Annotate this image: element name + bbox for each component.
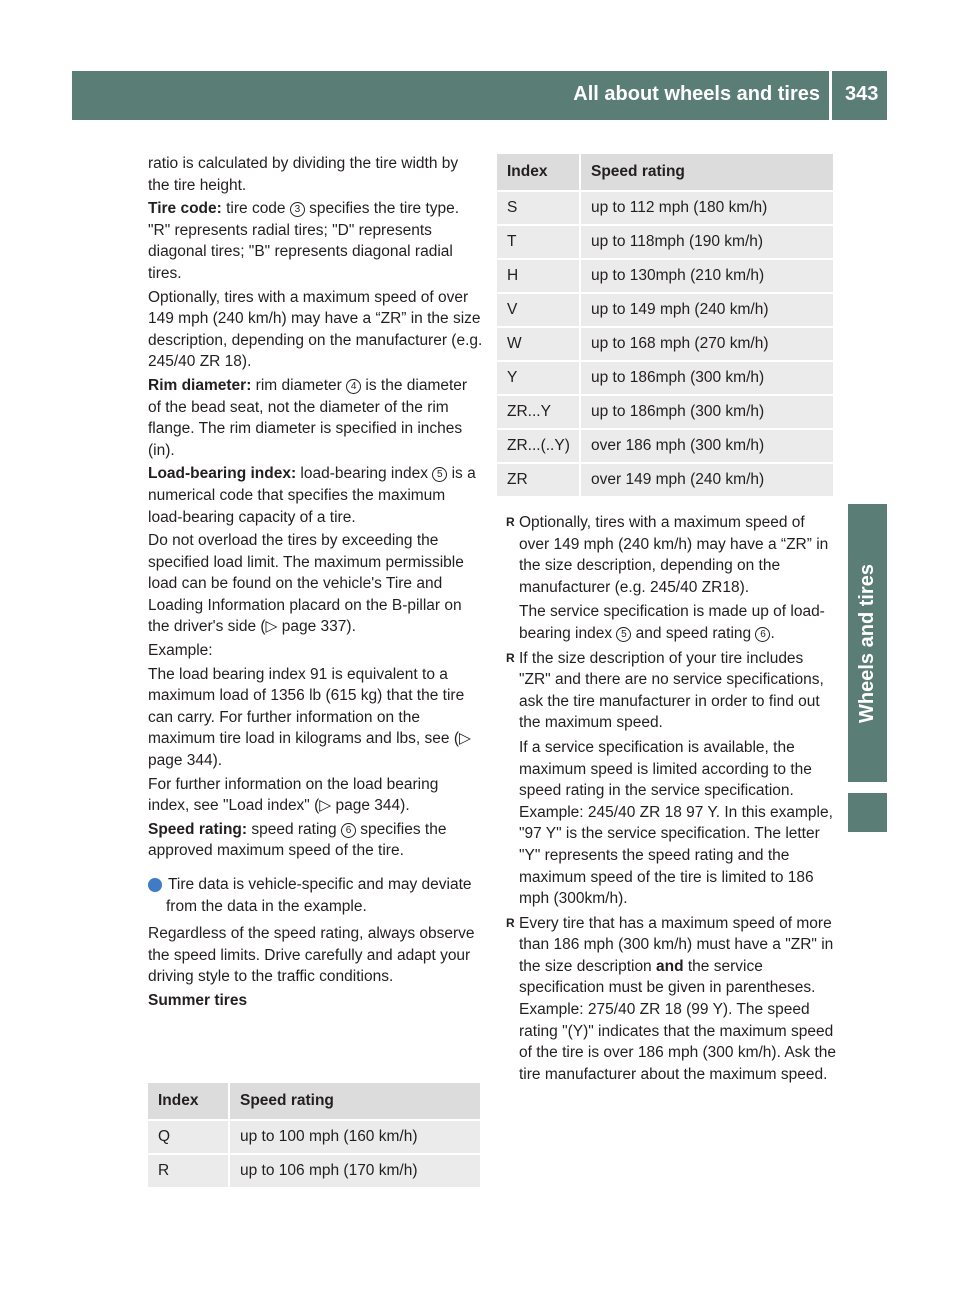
table-cell-index: V: [497, 294, 581, 328]
column-header-index: Index: [497, 154, 581, 192]
load-example-text: The load bearing index 91 is equivalent to a maximum load of 1356 lb (615 kg) that the tire can carry. For further information on the maximum tire load in kilograms and lbs, see: [148, 665, 465, 748]
table-cell-index: W: [497, 328, 581, 362]
table-cell-speed: up to 106 mph (170 km/h): [230, 1155, 480, 1189]
page-ref-344[interactable]: (▷ page 344).: [148, 730, 471, 770]
speed-rating-label: Speed rating:: [148, 820, 248, 838]
page-number: 343: [845, 83, 879, 105]
table-cell-index: T: [497, 226, 581, 260]
table-cell-index: ZR...(..Y): [497, 430, 581, 464]
page-ref-337[interactable]: (▷ page 337).: [260, 618, 356, 636]
callout-marker-4: 4: [346, 379, 361, 394]
side-tab-marker: [848, 793, 887, 832]
table-cell-speed: up to 130mph (210 km/h): [581, 260, 833, 294]
table-cell-speed: over 149 mph (240 km/h): [581, 464, 833, 498]
table-cell-speed: up to 186mph (300 km/h): [581, 362, 833, 396]
load-index-label: Load-bearing index:: [148, 465, 297, 483]
service-spec-text-a: The service specification is made up of load-bearing index: [519, 603, 825, 642]
table-cell-speed: up to 149 mph (240 km/h): [581, 294, 833, 328]
bullet-zr-service-spec: [497, 601, 837, 644]
load-text-a: load-bearing index: [296, 465, 433, 483]
info-text: Tire data is vehicle-specific and may deviate from the data in the example.: [166, 876, 472, 915]
tire-code-text-b: specifies the tire type. "R" represents radial tires; "D" represents diagonal tires; "B" represents diagonal radial tires.: [148, 200, 460, 282]
over-186-text-a: Every tire that has a maximum speed of more than 186 mph (300 km/h) must have a "ZR" in the size description: [519, 914, 834, 975]
paragraph-load-further: For further information on the load bearing index, see "Load index" (▷ page 344).: [148, 775, 439, 815]
tire-code-text-a: tire code: [221, 200, 290, 218]
table-row: [497, 328, 833, 362]
bullet-zr-no-spec: R If the size description of your tire includes "ZR" and there are no service specifications, ask the tire manufacturer in order to find out the maximum speed.: [497, 648, 837, 734]
rim-text-a: rim diameter: [251, 376, 347, 394]
right-column: [497, 512, 837, 1088]
table-row: [148, 1121, 480, 1155]
info-note: [144, 874, 483, 917]
column-header-index: Index: [148, 1083, 230, 1121]
table-row: [497, 430, 833, 464]
callout-marker-5: 5: [432, 467, 447, 482]
bullet-zr-optional: R Optionally, tires with a maximum speed of over 149 mph (240 km/h) may have a “ZR” in the size description, depending on the manufacturer (e.g. 245/40 ZR18).: [497, 512, 837, 598]
table-header-row: [497, 154, 833, 192]
side-tab-text: Wheels and tires: [856, 563, 878, 723]
bullet-over-186: [497, 913, 837, 1086]
rim-diameter-label: Rim diameter:: [148, 376, 252, 394]
paragraph-example-label: Example:: [148, 642, 213, 660]
callout-marker-5: 5: [616, 627, 631, 642]
table-cell-index: R: [148, 1155, 230, 1189]
over-186-bold: and: [656, 957, 684, 975]
paragraph-rim-diameter: [148, 375, 483, 461]
paragraph-tire-code: [148, 198, 483, 284]
summer-tires-table: [148, 1083, 480, 1189]
table-row: [497, 260, 833, 294]
service-spec-text-c: .: [770, 624, 775, 642]
side-tab-label: [848, 504, 887, 782]
bullet-spec-available: If a service specification is available, the maximum speed is limited according to the speed rating in the service specification. Example: 245/40 ZR 18 97 Y. In this example, "97 Y" is the service specification. The letter "Y" represents the speed rating and the maximum speed of the tire is limited to 186 mph (300km/h).: [519, 738, 833, 908]
rim-text-b: is the diameter of the bead seat, not the diameter of the rim flange. The rim diameter is specified in inches (in).: [148, 376, 468, 459]
table-cell-speed: up to 112 mph (180 km/h): [581, 192, 833, 226]
speed-rating-table: [497, 154, 833, 498]
table-cell-index: Y: [497, 362, 581, 396]
over-186-text-b: the service specification must be given in parentheses. Example: 275/40 ZR 18 (99 Y). The speed rating "(Y)" indicates that the maximum speed of the tire is over 186 mph (300 km/h). Ask the tire manufacturer about the maximum speed.: [519, 957, 837, 1083]
tire-code-label: Tire code:: [148, 200, 222, 218]
table-row: [497, 362, 833, 396]
paragraph-load-index: [148, 463, 483, 528]
left-column: [144, 153, 483, 1014]
table-row: [497, 396, 833, 430]
summer-tires-heading-text: Summer tires: [148, 991, 248, 1009]
table-cell-index: H: [497, 260, 581, 294]
paragraph-speed-limits: Regardless of the speed rating, always observe the speed limits. Drive carefully and adapt your driving style to the traffic conditions.: [148, 925, 475, 986]
callout-marker-6: 6: [341, 823, 356, 838]
speed-text-b: specifies the approved maximum speed of the tire.: [148, 820, 447, 860]
table-row: [497, 226, 833, 260]
paragraph-ratio: ratio is calculated by dividing the tire width by the tire height.: [148, 155, 459, 194]
load-text-b: is a numerical code that specifies the maximum load-bearing capacity of a tire.: [148, 465, 476, 526]
paragraph-zr-optional: Optionally, tires with a maximum speed of over 149 mph (240 km/h) may have a “ZR” in the size description, depending on the manufacturer (e.g. 245/40 ZR 18).: [148, 288, 483, 371]
table-cell-speed: up to 168 mph (270 km/h): [581, 328, 833, 362]
column-header-speed-rating: Speed rating: [230, 1083, 480, 1121]
speed-text-a: speed rating: [247, 820, 341, 838]
paragraph-overload: [148, 530, 483, 638]
column-header-speed-rating: Speed rating: [581, 154, 833, 192]
table-cell-speed: up to 118mph (190 km/h): [581, 226, 833, 260]
overload-text: Do not overload the tires by exceeding the specified load limit. The maximum permissible load can be found on the vehicle's Tire and Loading Information placard on the B-pillar on the driver's side: [148, 532, 464, 636]
callout-marker-6: 6: [755, 627, 770, 642]
table-cell-speed: over 186 mph (300 km/h): [581, 430, 833, 464]
table-cell-index: ZR: [497, 464, 581, 498]
table-row: [497, 192, 833, 226]
summer-tires-heading: [148, 990, 483, 1012]
table-cell-speed: up to 100 mph (160 km/h): [230, 1121, 480, 1155]
table-cell-index: Q: [148, 1121, 230, 1155]
table-cell-index: ZR...Y: [497, 396, 581, 430]
paragraph-load-example: [148, 664, 483, 772]
callout-marker-3: 3: [290, 202, 305, 217]
service-spec-text-b: and speed rating: [631, 624, 756, 642]
table-cell-index: S: [497, 192, 581, 226]
table-row: [497, 464, 833, 498]
paragraph-speed-rating: [148, 819, 483, 862]
table-row: [148, 1155, 480, 1189]
page-title: All about wheels and tires: [573, 83, 820, 105]
info-icon: i: [148, 878, 162, 892]
header-divider: [829, 71, 832, 120]
table-cell-speed: up to 186mph (300 km/h): [581, 396, 833, 430]
table-row: [497, 294, 833, 328]
table-header-row: [148, 1083, 480, 1121]
